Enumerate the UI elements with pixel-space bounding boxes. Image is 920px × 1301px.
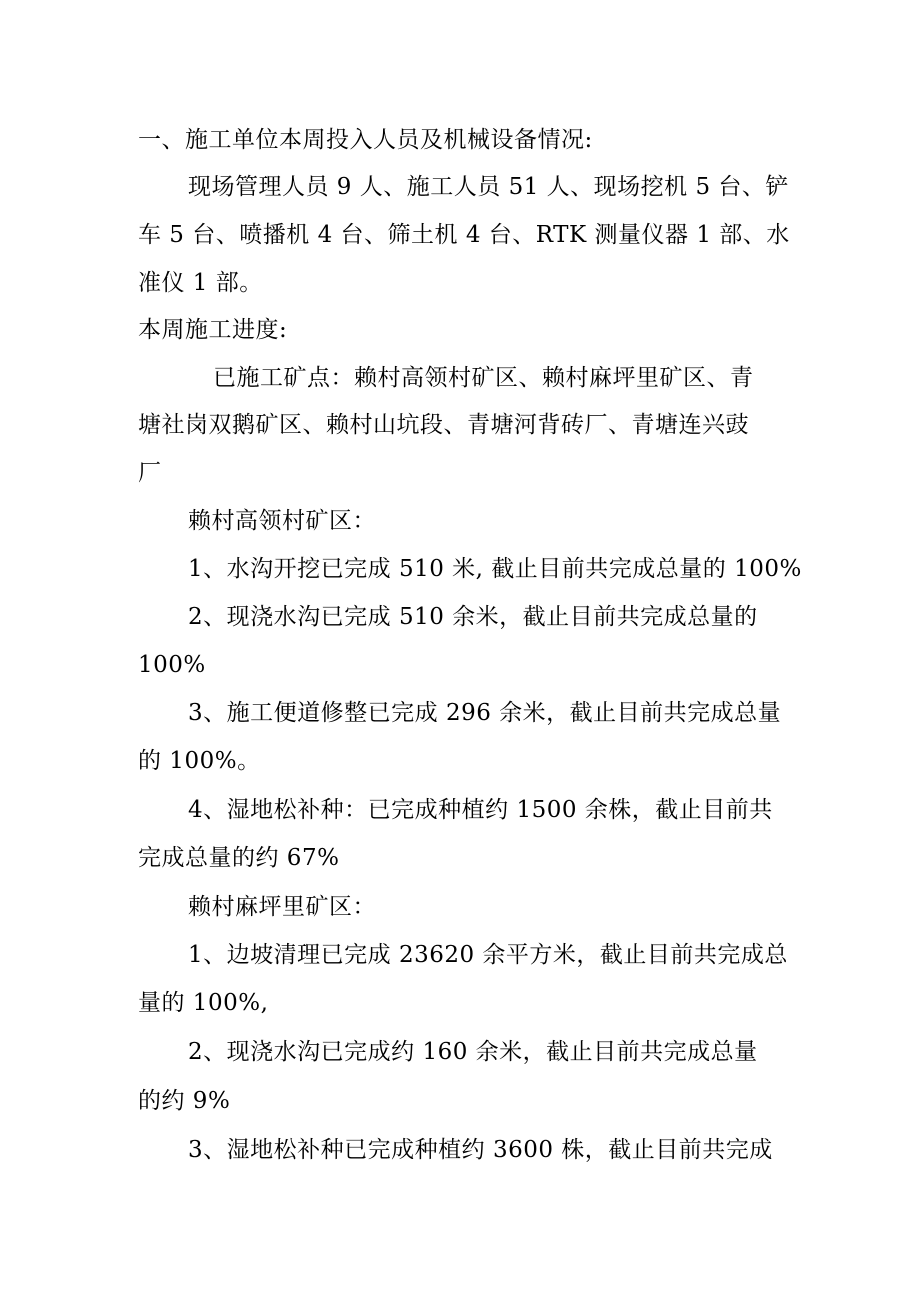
- paragraph-line: 厂: [138, 460, 162, 486]
- list-item-continuation: 的 100%。: [138, 748, 261, 774]
- paragraph-line: 已施工矿点：赖村高领村矿区、赖村麻坪里矿区、青: [213, 365, 754, 391]
- subheading-site: 赖村麻坪里矿区：: [188, 894, 376, 920]
- list-item-continuation: 100%: [138, 652, 206, 678]
- paragraph-line: 准仪 1 部。: [138, 270, 263, 296]
- paragraph-line: 车 5 台、喷播机 4 台、筛土机 4 台、RTK 测量仪器 1 部、水: [138, 222, 790, 248]
- list-item-continuation: 的约 9%: [138, 1088, 231, 1114]
- list-item: 1、边坡清理已完成 23620 余平方米，截止目前共完成总: [188, 942, 788, 968]
- heading-weekly-progress: 本周施工进度:: [138, 317, 288, 343]
- list-item: 2、现浇水沟已完成 510 余米，截止目前共完成总量的: [188, 604, 758, 630]
- list-item: 2、现浇水沟已完成约 160 余米，截止目前共完成总量: [188, 1039, 758, 1065]
- list-item: 1、水沟开挖已完成 510 米, 截止目前共完成总量的 100%: [188, 556, 802, 582]
- subheading-site: 赖村高领村矿区：: [188, 508, 376, 534]
- paragraph-line: 现场管理人员 9 人、施工人员 51 人、现场挖机 5 台、铲: [188, 174, 789, 200]
- paragraph-line: 塘社岗双鹅矿区、赖村山坑段、青塘河背砖厂、青塘连兴豉: [138, 412, 749, 438]
- list-item-continuation: 完成总量的约 67%: [138, 845, 340, 871]
- list-item: 3、施工便道修整已完成 296 余米，截止目前共完成总量: [188, 700, 782, 726]
- list-item-continuation: 量的 100%,: [138, 990, 269, 1016]
- heading-section-1: 一、施工单位本周投入人员及机械设备情况:: [138, 127, 593, 153]
- list-item: 3、湿地松补种已完成种植约 3600 株，截止目前共完成: [188, 1137, 773, 1163]
- list-item: 4、湿地松补种：已完成种植约 1500 余株，截止目前共: [188, 797, 773, 823]
